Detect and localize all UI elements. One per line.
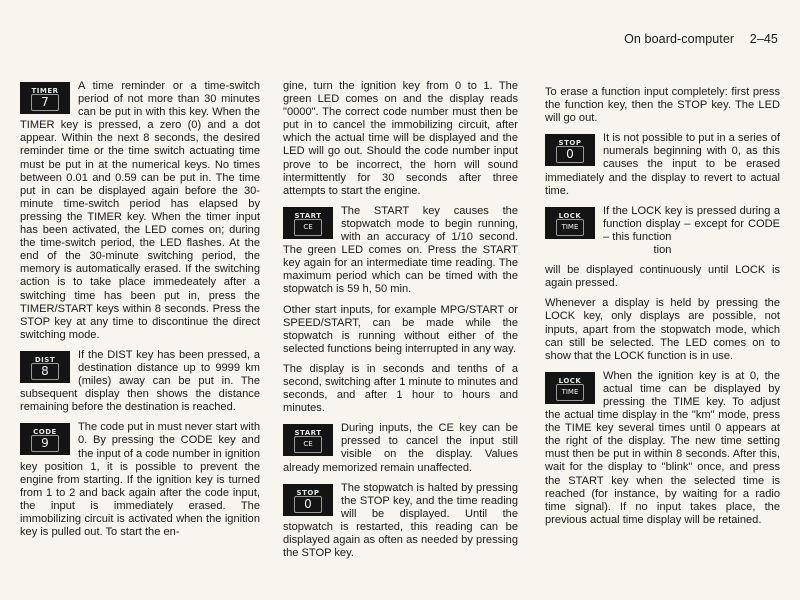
ce-section bbox=[283, 422, 518, 474]
timer-section bbox=[20, 80, 260, 342]
key-label: DIST bbox=[34, 355, 56, 364]
lock-time-text: When the ignition key is at 0, the actual time can be displayed by pressing the TIME key. To adjust the actual time display in the "km" mode, press the TIME key several times until 0 appears at the right of the display. The new time setting must then be put in within 8 seconds. After this, wait for the display to "blink" once, and press the START key when the selected time is reached (for instance, by waiting for a radio time signal). If no input takes place, the previous actual time display will be retained. bbox=[545, 369, 780, 526]
start-key-icon bbox=[283, 207, 333, 239]
lock-time-key-icon bbox=[545, 372, 595, 404]
key-face: TIME bbox=[556, 219, 584, 236]
stop-zero-section bbox=[545, 132, 780, 197]
stop-section bbox=[283, 482, 518, 561]
start-ce-key-icon bbox=[283, 424, 333, 456]
key-label: LOCK bbox=[558, 211, 582, 220]
dist-section bbox=[20, 349, 260, 414]
key-face: 9 bbox=[31, 435, 59, 452]
code-continued-paragraph: gine, turn the ignition key from 0 to 1. The green LED comes on and the display reads "0000". The correct code number must then be put in to cancel the immobilizing circuit, after which the actual time will be displayed and the LED will go out. Should the code number input prove to be incorrect, the horn will sound intermittently for 30 seconds after three attempts to start the engine. bbox=[283, 80, 518, 197]
key-face: CE bbox=[294, 436, 322, 453]
stop-zero-text: It is not possible to put in a series of numerals beginning with 0, as this causes the input to be erased immediately and the display to revert to actual time. bbox=[545, 132, 780, 197]
column-1 bbox=[20, 80, 260, 546]
dist-text: If the DIST key has been pressed, a destination distance up to 9999 km (miles) away can be put in. The subsequent display then shows the distance remaining before the destination is reached. bbox=[20, 348, 260, 414]
key-face: 8 bbox=[31, 363, 59, 380]
other-start-paragraph: Other start inputs, for example MPG/START or SPEED/START, can be made while the stopwatch is running without either of the selected functions being interrupted in any way. bbox=[283, 303, 518, 355]
stop-text: The stopwatch is halted by pressing the STOP key, and the time reading will be displayed. Until the stopwatch is restarted, this reading can be displayed again as often as needed by pressing the STOP key. bbox=[283, 481, 518, 560]
dist-key-icon bbox=[20, 351, 70, 383]
lock-continued-paragraph: will be displayed continuously until LOCK is again pressed. bbox=[545, 264, 780, 290]
stop-key-icon bbox=[283, 484, 333, 516]
ce-text: During inputs, the CE key can be pressed to cancel the input still visible on the display. Values already memorized remain unaffected. bbox=[283, 422, 518, 474]
column-2 bbox=[283, 80, 518, 567]
key-face: 7 bbox=[31, 94, 59, 111]
lock-hold-paragraph: Whenever a display is held by pressing the LOCK key, only displays are possible, not inputs, apart from the stopwatch mode, which can still be selected. The LED comes on to show that the LOCK function is in use. bbox=[545, 297, 780, 362]
lock-time-section bbox=[545, 370, 780, 527]
lock-text: If the LOCK key is pressed during a function display – except for CODE – this function bbox=[603, 204, 780, 243]
timer-text: A time reminder or a time-switch period of not more than 30 minutes can be put in with this key. When the TIMER key is pressed, a zero (0) and a dot appear. Within the next 8 seconds, the desired reminder time or the time switch actuating time must be put in at the numerical keys. No times between 0.01 and 0.59 can be put in. The time put in can be displayed again before the 30-minute time-switch period has elapsed by pressing the TIMER key. When the timer input has been activated, the LED comes on; during the time-switch period, the LED flashes. At the end of the 30-minute switching period, the memory is automatically erased. If the switching action is to take place immedeately after a switching time has been put in, press the TIMER/START keys within 8 seconds. Press the STOP key at any time to discontinue the direct switching mode. bbox=[20, 80, 260, 341]
display-paragraph: The display is in seconds and tenths of a second, switching after 1 minute to minutes and seconds, and after 1 hour to hours and minutes. bbox=[283, 362, 518, 415]
code-text: The code put in must never start with 0. By pressing the CODE key and the input of a code number in ignition key position 1, it is possible to prevent the engine from starting. If the ignition key is turned from 1 to 2 and back again after the code input, the input is immediately erased. The immobilizing circuit is activated when the ignition key is pulled out. To start the en- bbox=[20, 421, 260, 539]
page-header bbox=[624, 32, 778, 46]
key-face: CE bbox=[294, 219, 322, 236]
start-section bbox=[283, 205, 518, 297]
timer-key-icon bbox=[20, 82, 70, 114]
key-label: START bbox=[294, 211, 322, 220]
erase-paragraph: To erase a function input completely: first press the function key, then the STOP key. The LED will go out. bbox=[545, 86, 780, 125]
key-label: STOP bbox=[558, 139, 582, 148]
key-label: LOCK bbox=[558, 376, 582, 385]
lock-key-icon bbox=[545, 207, 595, 239]
lock-text-tail: tion bbox=[653, 244, 672, 257]
lock-section bbox=[545, 205, 780, 257]
key-label: CODE bbox=[33, 428, 57, 437]
code-key-icon bbox=[20, 423, 70, 455]
header-title: On board-computer bbox=[624, 32, 735, 46]
code-section bbox=[20, 421, 260, 539]
key-face: 0 bbox=[294, 496, 322, 513]
key-face: 0 bbox=[556, 146, 584, 163]
key-label: STOP bbox=[296, 488, 320, 497]
key-label: TIMER bbox=[31, 87, 59, 95]
stop-zero-key-icon bbox=[545, 134, 595, 166]
column-3 bbox=[545, 86, 780, 534]
page-number: 2–45 bbox=[749, 32, 778, 46]
key-face: TIME bbox=[556, 384, 584, 401]
start-text: The START key causes the stopwatch mode to begin running, with an accuracy of 1/10 second. The green LED comes on. Press the START key again for an intermediate time reading. The maximum period which can be timed with the stopwatch is 59 h, 50 min. bbox=[283, 204, 518, 296]
key-label: START bbox=[294, 429, 322, 438]
